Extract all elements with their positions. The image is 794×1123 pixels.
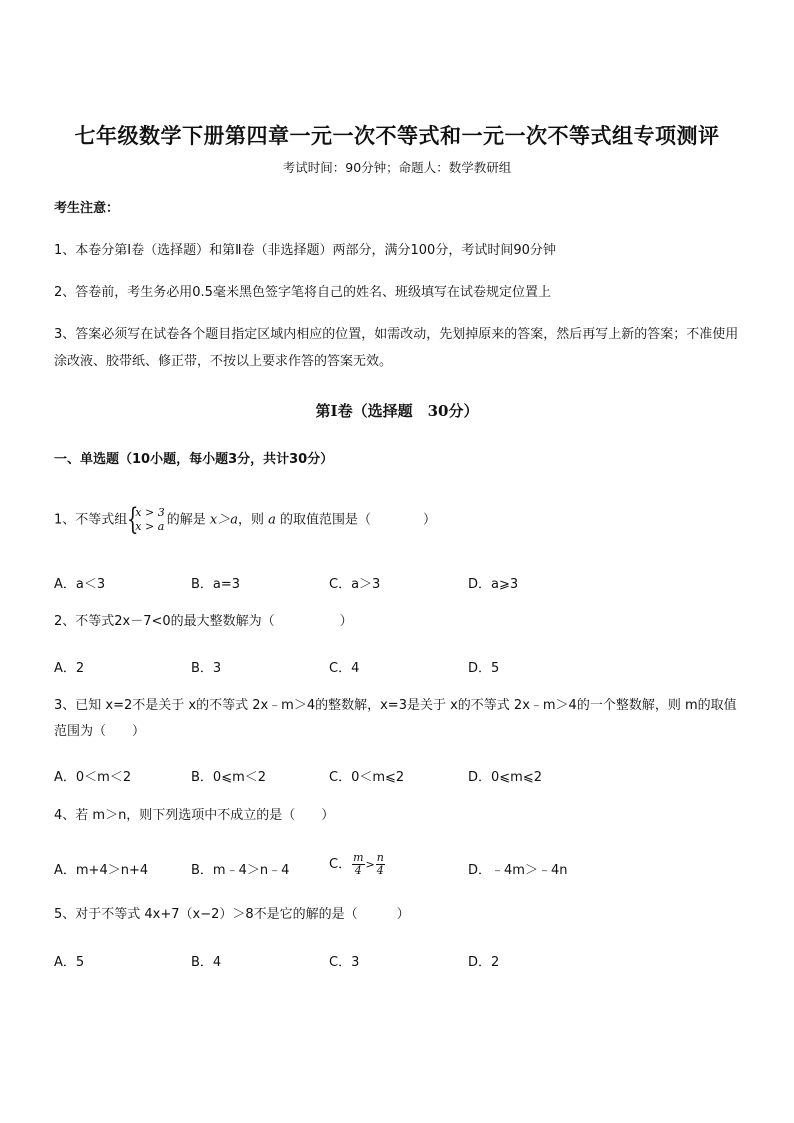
q2-option-b[interactable]: B．3 [191, 661, 222, 676]
q2-option-d[interactable]: D．5 [468, 661, 500, 676]
q5-option-b[interactable]: B．4 [191, 955, 222, 970]
q4-option-c[interactable] [329, 852, 386, 877]
question-5: 5、对于不等式 4x+7（x−2）＞8不是它的解的是（ ） [54, 907, 410, 922]
notice-heading: 考生注意： [54, 201, 120, 216]
q1-option-d[interactable]: D．a⩾3 [468, 577, 519, 592]
q1-option-b[interactable]: B．a=3 [191, 577, 241, 592]
notice-item-2: 2、答卷前，考生务必用0.5毫米黑色签字笔将自己的姓名、班级填写在试卷规定位置上 [54, 285, 551, 300]
q5-option-a[interactable]: A．5 [54, 955, 85, 970]
exam-info: 考试时间：90分钟；命题人：数学教研组 [282, 160, 512, 175]
q1-option-a[interactable]: A．a＜3 [54, 577, 106, 592]
q1-system-line-1: x > 3 [135, 506, 165, 519]
question-1 [54, 502, 437, 537]
q1-mid-2: ，则 [237, 512, 264, 528]
q3-option-b[interactable]: B．0⩽m＜2 [191, 770, 267, 785]
q5-option-c[interactable]: C．3 [329, 955, 360, 970]
q3-option-c[interactable]: C．0＜m⩽2 [329, 770, 405, 785]
q4-option-c-right-fraction [376, 852, 385, 877]
q4-option-c-relation: > [365, 858, 375, 871]
notice-item-3: 3、答案必须写在试卷各个题目指定区域内相应的位置，如需改动，先划掉原来的答案，然后再写上新的答案；不准使用涂改液、胶带纸、修正带，不按以上要求作答的答案无效。 [54, 327, 739, 369]
q1-inequality-system [127, 502, 165, 537]
q1-condition: x＞a [209, 512, 238, 528]
q1-prefix: 1、不等式组 [54, 512, 128, 528]
part-heading: 一、单选题（10小题，每小题3分，共计30分） [54, 452, 334, 467]
q1-option-c[interactable]: C．a＞3 [329, 577, 381, 592]
question-3: 3、已知 x=2不是关于 x的不等式 2x﹣m＞4的整数解，x=3是关于 x的不等式 2x﹣m＞4的一个整数解，则 m的取值范围为（ ） [54, 698, 737, 739]
fraction-numerator: m [353, 851, 364, 864]
fraction-numerator: n [376, 851, 384, 864]
question-4: 4、若 m＞n，则下列选项中不成立的是（ ） [54, 808, 335, 823]
q1-system-line-2: x > a [135, 520, 165, 533]
q4-option-c-label: C． [329, 857, 352, 872]
q1-mid-1: 的解是 [166, 512, 206, 528]
q1-variable: a [268, 512, 276, 528]
q3-option-d[interactable]: D．0⩽m⩽2 [468, 770, 543, 785]
section-title: 第Ⅰ卷（选择题 30分） [315, 402, 479, 420]
page-title: 七年级数学下册第四章一元一次不等式和一元一次不等式组专项测评 [74, 123, 720, 148]
q4-option-a[interactable]: A．m+4＞n+4 [54, 863, 149, 878]
q4-option-b[interactable]: B．m﹣4＞n﹣4 [191, 863, 290, 878]
fraction-denominator: 4 [354, 864, 362, 877]
brace-icon: { [127, 502, 139, 537]
fraction-denominator: 4 [376, 864, 384, 877]
notice-item-1: 1、本卷分第Ⅰ卷（选择题）和第Ⅱ卷（非选择题）两部分，满分100分，考试时间90分钟 [54, 243, 556, 258]
q4-option-c-left-fraction [352, 852, 364, 877]
q2-option-a[interactable]: A．2 [54, 661, 85, 676]
q2-option-c[interactable]: C．4 [329, 661, 360, 676]
q5-option-d[interactable]: D．2 [468, 955, 500, 970]
q3-option-a[interactable]: A．0＜m＜2 [54, 770, 132, 785]
q1-suffix: 的取值范围是（ ） [280, 512, 437, 528]
q4-option-d[interactable]: D．﹣4m＞﹣4n [468, 863, 568, 878]
question-2: 2、不等式2x－7<0的最大整数解为（ ） [54, 614, 353, 629]
